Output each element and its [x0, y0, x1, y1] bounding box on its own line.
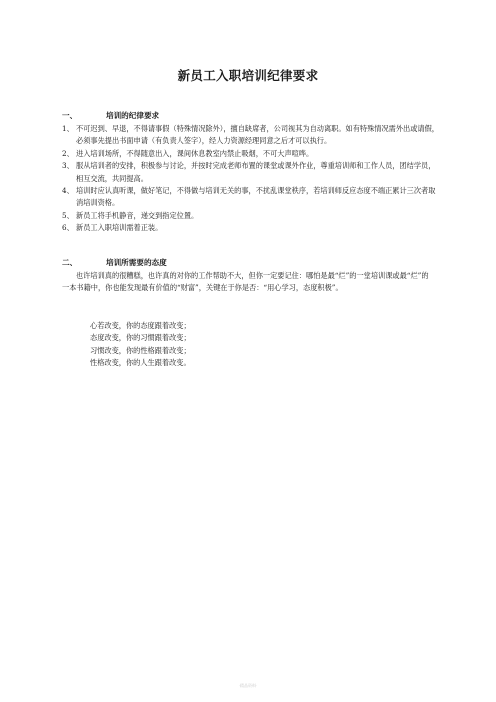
- section-2-number: 二、: [62, 258, 78, 267]
- attitude-lines: [90, 320, 191, 370]
- page-footer: ·精品资料·: [238, 683, 258, 688]
- list-item: [62, 148, 442, 160]
- list-item-number: 3、: [62, 161, 74, 171]
- discipline-list: [62, 123, 442, 235]
- attitude-line: 性格改变，你的人生跟着改变。: [90, 358, 191, 368]
- attitude-line: 心若改变，你的态度跟着改变；: [90, 321, 191, 330]
- list-item-text: 不可迟到、早退，不得请事假（特殊情况除外），擅自缺席者，公司视其为自动离职。如有特殊情况需外出或请假，必须事先提出书面申请（有负责人签字），经人力资源经理同意之后才可以执行。: [76, 124, 439, 146]
- list-item: [62, 160, 442, 185]
- list-item-text: 培训时应认真听课，做好笔记，不得做与培训无关的事，不扰乱课堂秩序，若培训师反应态度不端正累计三次者取消培训资格。: [76, 186, 436, 208]
- list-item-text: 进入培训场所，不得随意出入，课间休息教室内禁止吸烟，不可大声喧哗。: [76, 148, 314, 158]
- section-1-number: 一、: [62, 111, 78, 120]
- list-item: [62, 210, 442, 222]
- attitude-line: 态度改变，你的习惯跟着改变；: [90, 333, 191, 343]
- section-2-title: 培训所需要的态度: [106, 258, 167, 267]
- list-item-number: 5、: [62, 210, 74, 220]
- section-1-heading: [62, 110, 159, 121]
- attitude-paragraph: 也许培训真的很糟糕，也许真的对你的工作帮助不大，但你一定要记住：哪怕是最“烂”的一堂培训课或最“烂”的一本书籍中，你也能发现最有价值的“财富”，关键在于你是否：“用心学习，态度积极”。: [62, 271, 429, 293]
- list-item-text: 新员工将手机静音，递交到指定位置。: [76, 210, 199, 220]
- list-item-number: 2、: [62, 148, 74, 158]
- list-item-number: 6、: [62, 223, 74, 233]
- list-item-text: 新员工入职培训需着正装。: [76, 223, 163, 233]
- attitude-line: 习惯改变，你的性格跟着改变；: [90, 345, 191, 355]
- section-1-title: 培训的纪律要求: [106, 111, 160, 120]
- list-item: [62, 222, 442, 234]
- section-2-heading: [62, 257, 167, 268]
- list-item-number: 4、: [62, 186, 74, 196]
- list-item: [62, 185, 442, 210]
- list-item-number: 1、: [62, 124, 74, 133]
- list-item-text: 服从培训者的安排，积极参与讨论，并按时完成老师布置的课堂或课外作业，尊重培训师和工作人员，团结学员，相互交流，共同提高。: [76, 161, 436, 183]
- document-title: 新员工入职培训纪律要求: [177, 68, 319, 83]
- list-item: [62, 123, 442, 148]
